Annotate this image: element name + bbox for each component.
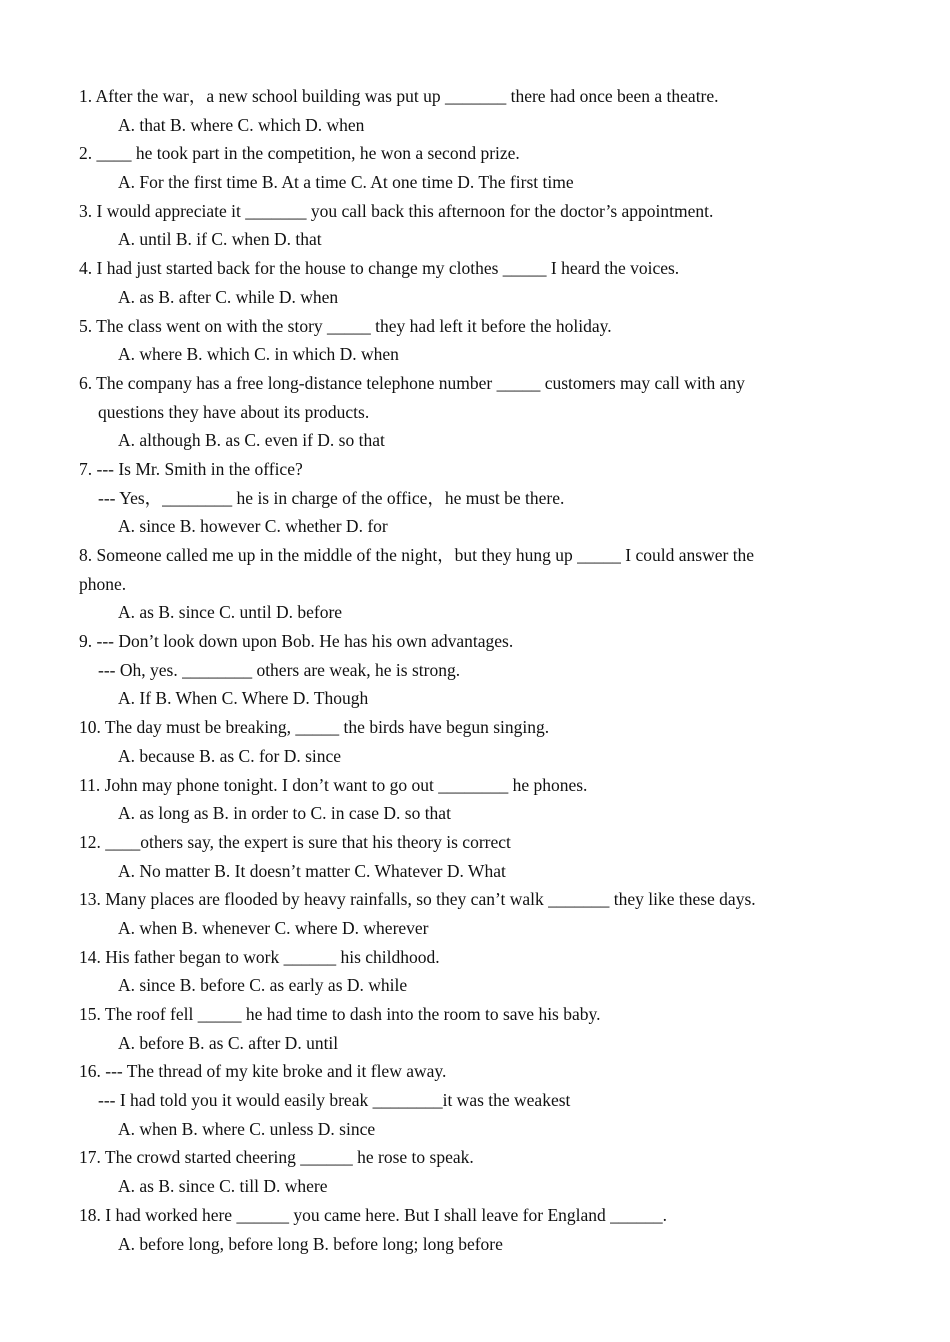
question-15-text: 15. The roof fell _____ he had time to dash into the room to save his baby. bbox=[79, 1004, 601, 1024]
question-10-text: 10. The day must be breaking, _____ the birds have begun singing. bbox=[79, 717, 550, 738]
question-12-text: 12. ____others say, the expert is sure that his theory is correct bbox=[79, 831, 511, 852]
document-page bbox=[0, 82, 950, 1258]
question-2-text: 2. ____ he took part in the competition, he won a second prize. bbox=[79, 143, 520, 164]
question-17-text: 17. The crowd started cheering ______ he rose to speak. bbox=[79, 1147, 474, 1168]
question-11-text: 11. John may phone tonight. I don’t want to go out ________ he phones. bbox=[79, 774, 588, 795]
question-7-dialogue: --- Yes，________ he is in charge of the office，he must be there. bbox=[98, 487, 565, 508]
question-14-options: A. since B. before C. as early as D. while bbox=[118, 975, 408, 996]
question-12-options: A. No matter B. It doesn’t matter C. Whatever D. What bbox=[118, 860, 506, 881]
question-6-options: A. although B. as C. even if D. so that bbox=[118, 430, 385, 451]
question-16-dialogue: --- I had told you it would easily break ________it was the weakest bbox=[98, 1090, 571, 1111]
question-16-options: A. when B. where C. unless D. since bbox=[118, 1118, 376, 1139]
question-1-options: A. that B. where C. which D. when bbox=[118, 114, 365, 135]
question-4-options: A. as B. after C. while D. when bbox=[118, 286, 339, 307]
question-16-text: 16. --- The thread of my kite broke and it flew away. bbox=[79, 1061, 447, 1082]
question-11-options: A. as long as B. in order to C. in case D. so that bbox=[118, 803, 451, 824]
question-8-text-continued: phone. bbox=[79, 573, 127, 594]
question-5-text: 5. The class went on with the story _____ they had left it before the holiday. bbox=[79, 315, 612, 336]
question-8-text: 8. Someone called me up in the middle of the night，but they hung up _____ I could answer the bbox=[79, 545, 755, 565]
question-9-dialogue: --- Oh, yes. ________ others are weak, he is strong. bbox=[98, 659, 461, 680]
question-2-options: A. For the first time B. At a time C. At one time D. The first time bbox=[118, 172, 574, 193]
question-3-options: A. until B. if C. when D. that bbox=[118, 229, 322, 250]
question-7-text: 7. --- Is Mr. Smith in the office? bbox=[79, 458, 303, 479]
question-6-text: 6. The company has a free long-distance telephone number _____ customers may call with any bbox=[79, 372, 745, 393]
question-15-options: A. before B. as C. after D. until bbox=[118, 1032, 339, 1053]
question-18-text: 18. I had worked here ______ you came here. But I shall leave for England ______. bbox=[79, 1204, 668, 1225]
question-7-options: A. since B. however C. whether D. for bbox=[118, 516, 388, 537]
question-9-options: A. If B. When C. Where D. Though bbox=[118, 688, 369, 709]
question-14-text: 14. His father began to work ______ his childhood. bbox=[79, 946, 440, 967]
question-5-options: A. where B. which C. in which D. when bbox=[118, 344, 399, 365]
question-10-options: A. because B. as C. for D. since bbox=[118, 745, 342, 766]
question-13-text: 13. Many places are flooded by heavy rainfalls, so they can’t walk _______ they like these days. bbox=[79, 889, 756, 910]
question-18-options: A. before long, before long B. before long; long before bbox=[118, 1233, 503, 1254]
question-17-options: A. as B. since C. till D. where bbox=[118, 1176, 328, 1197]
question-13-options: A. when B. whenever C. where D. wherever bbox=[118, 917, 429, 938]
question-8-options: A. as B. since C. until D. before bbox=[118, 602, 343, 623]
question-3-text: 3. I would appreciate it _______ you call back this afternoon for the doctor’s appointment. bbox=[79, 200, 714, 221]
question-4-text: 4. I had just started back for the house to change my clothes _____ I heard the voices. bbox=[79, 258, 680, 279]
question-1-text: 1. After the war，a new school building was put up _______ there had once been a theatre. bbox=[79, 86, 719, 106]
question-6-text-continued: questions they have about its products. bbox=[98, 401, 370, 422]
question-9-text: 9. --- Don’t look down upon Bob. He has his own advantages. bbox=[79, 631, 514, 652]
